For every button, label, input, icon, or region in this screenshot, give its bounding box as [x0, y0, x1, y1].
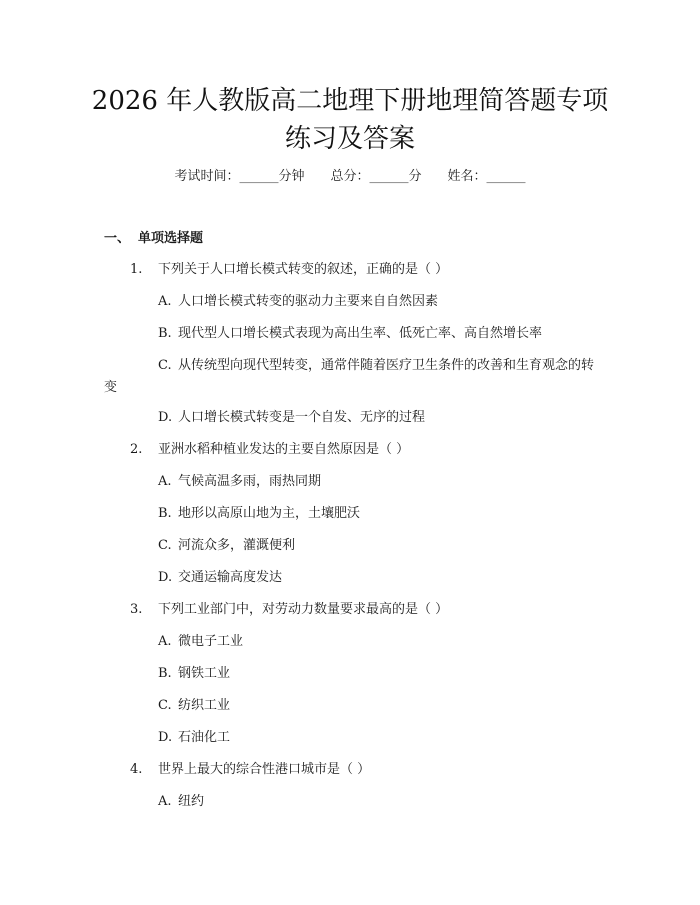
- option-letter: A.: [158, 794, 172, 809]
- option-text: 微电子工业: [178, 634, 244, 649]
- option-text: 人口增长模式转变的驱动力主要来自自然因素: [178, 294, 439, 309]
- option-text: 交通运输高度发达: [178, 570, 283, 585]
- option-text: 现代型人口增长模式表现为高出生率、低死亡率、高自然增长率: [178, 326, 543, 341]
- question-3-option-a: [158, 631, 243, 653]
- option-letter: A.: [158, 634, 172, 649]
- exam-time: 考试时间：______分钟: [174, 169, 305, 184]
- option-letter: A.: [158, 294, 172, 309]
- question-text: 世界上最大的综合性港口城市是（ ）: [158, 762, 371, 777]
- option-text: 从传统型向现代型转变，通常伴随着医疗卫生条件的改善和生育观念的转变: [104, 358, 595, 395]
- question-1: [130, 259, 448, 281]
- option-letter: B.: [158, 506, 172, 521]
- document-title-line-1: 2026 年人教版高二地理下册地理简答题专项: [91, 86, 609, 116]
- document-title-line-2: 练习及答案: [284, 124, 415, 154]
- question-3: [130, 599, 448, 621]
- option-text: 钢铁工业: [178, 666, 231, 681]
- question-text: 下列关于人口增长模式转变的叙述，正确的是（ ）: [158, 262, 449, 277]
- question-2-option-d: [158, 567, 282, 589]
- option-text: 气候高温多雨，雨热同期: [178, 474, 322, 489]
- option-letter: C.: [158, 358, 172, 373]
- option-text: 人口增长模式转变是一个自发、无序的过程: [178, 410, 426, 425]
- option-letter: B.: [158, 666, 172, 681]
- option-text: 石油化工: [178, 730, 231, 745]
- option-letter: A.: [158, 474, 172, 489]
- question-2-option-c: [158, 535, 295, 557]
- option-text: 河流众多，灌溉便利: [178, 538, 296, 553]
- question-4: [130, 759, 370, 781]
- section-number: 一、: [104, 231, 131, 246]
- question-number: 4.: [130, 762, 143, 777]
- question-number: 1.: [130, 262, 143, 277]
- question-number: 3.: [130, 602, 143, 617]
- question-3-option-d: [158, 727, 230, 749]
- exam-meta: [0, 166, 700, 188]
- option-text: 纺织工业: [178, 698, 231, 713]
- option-text: 纽约: [178, 794, 205, 809]
- question-3-option-b: [158, 663, 230, 685]
- question-number: 2.: [130, 442, 143, 457]
- section-label: 单项选择题: [138, 231, 204, 246]
- section-heading: [104, 228, 203, 250]
- question-2: [130, 439, 409, 461]
- exam-total-score: 总分：______分: [330, 169, 422, 184]
- option-letter: D.: [158, 570, 173, 585]
- question-text: 亚洲水稻种植业发达的主要自然原因是（ ）: [158, 442, 410, 457]
- question-text: 下列工业部门中，对劳动力数量要求最高的是（ ）: [158, 602, 449, 617]
- option-letter: B.: [158, 326, 172, 341]
- option-letter: D.: [158, 730, 173, 745]
- question-1-option-b: [158, 323, 542, 345]
- option-letter: C.: [158, 698, 172, 713]
- question-1-option-d: [158, 407, 425, 429]
- option-letter: C.: [158, 538, 172, 553]
- question-2-option-a: [158, 471, 321, 493]
- question-1-option-c: [104, 355, 604, 399]
- question-2-option-b: [158, 503, 360, 525]
- question-4-option-a: [158, 791, 204, 813]
- question-3-option-c: [158, 695, 230, 717]
- exam-name-field: 姓名：______: [447, 169, 526, 184]
- option-letter: D.: [158, 410, 173, 425]
- option-text: 地形以高原山地为主，土壤肥沃: [178, 506, 361, 521]
- question-1-option-a: [158, 291, 438, 313]
